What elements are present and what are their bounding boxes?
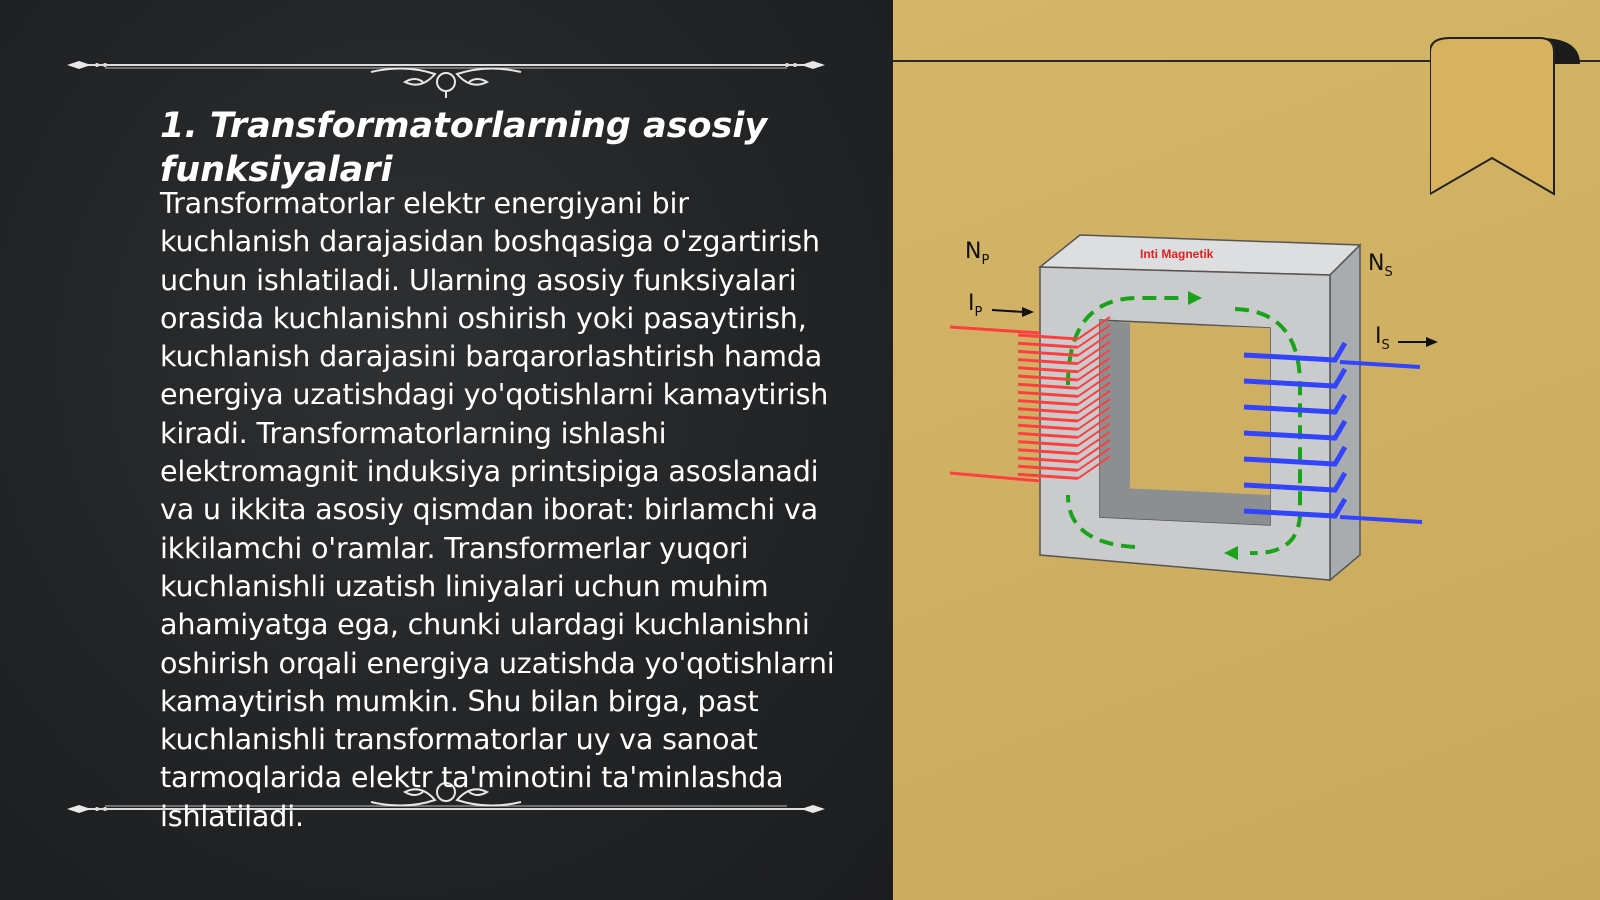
- slide-title: 1. Transformatorlarning asosiy funksiyalari: [160, 106, 768, 190]
- magnetic-core: [1040, 235, 1360, 580]
- primary-turns-label: $N_P$: [965, 239, 990, 268]
- primary-current-arrow: [992, 307, 1034, 317]
- transformer-diagram: [950, 225, 1450, 605]
- top-ornament: [65, 38, 827, 98]
- secondary-current-label: $I_S$: [1375, 324, 1390, 353]
- secondary-current-arrow: [1398, 337, 1438, 347]
- primary-current-label: $I_P$: [968, 291, 983, 320]
- bookmark-ribbon-icon: [1430, 34, 1580, 204]
- slide-body-text: Transformatorlar elektr energiyani bir kuchlanish darajasidan boshqasiga o'zgartirish uchun ishlatiladi. Ularning asosiy funksiyalari orasida kuchlanishni oshirish yoki pasaytirish, kuchlanish darajasini barqarorlashtirish hamda energiya uzatishdagi yo'qotishlarni kamaytirish kiradi. Transformatorlarning ishlashi elektromagnit induksiya printsipiga asoslanadi va u ikkita asosiy qismdan iborat: birlamchi va ikkilamchi o'ramlar. Transformerlar yuqori kuchlanishli uzatish liniyalari uchun muhim ahamiyatga ega, chunki ulardagi kuchlanishni oshirish orqali energiya uzatishda yo'qotishlarni kamaytirish mumkin. Shu bilan birga, past kuchlanishli transformatorlar uy va sanoat tarmoqlarida elektr ta'minotini ta'minlashda ishlatiladi.: [160, 186, 835, 833]
- secondary-turns-label: $N_S$: [1368, 251, 1393, 280]
- core-label: Inti Magnetik: [1140, 247, 1214, 261]
